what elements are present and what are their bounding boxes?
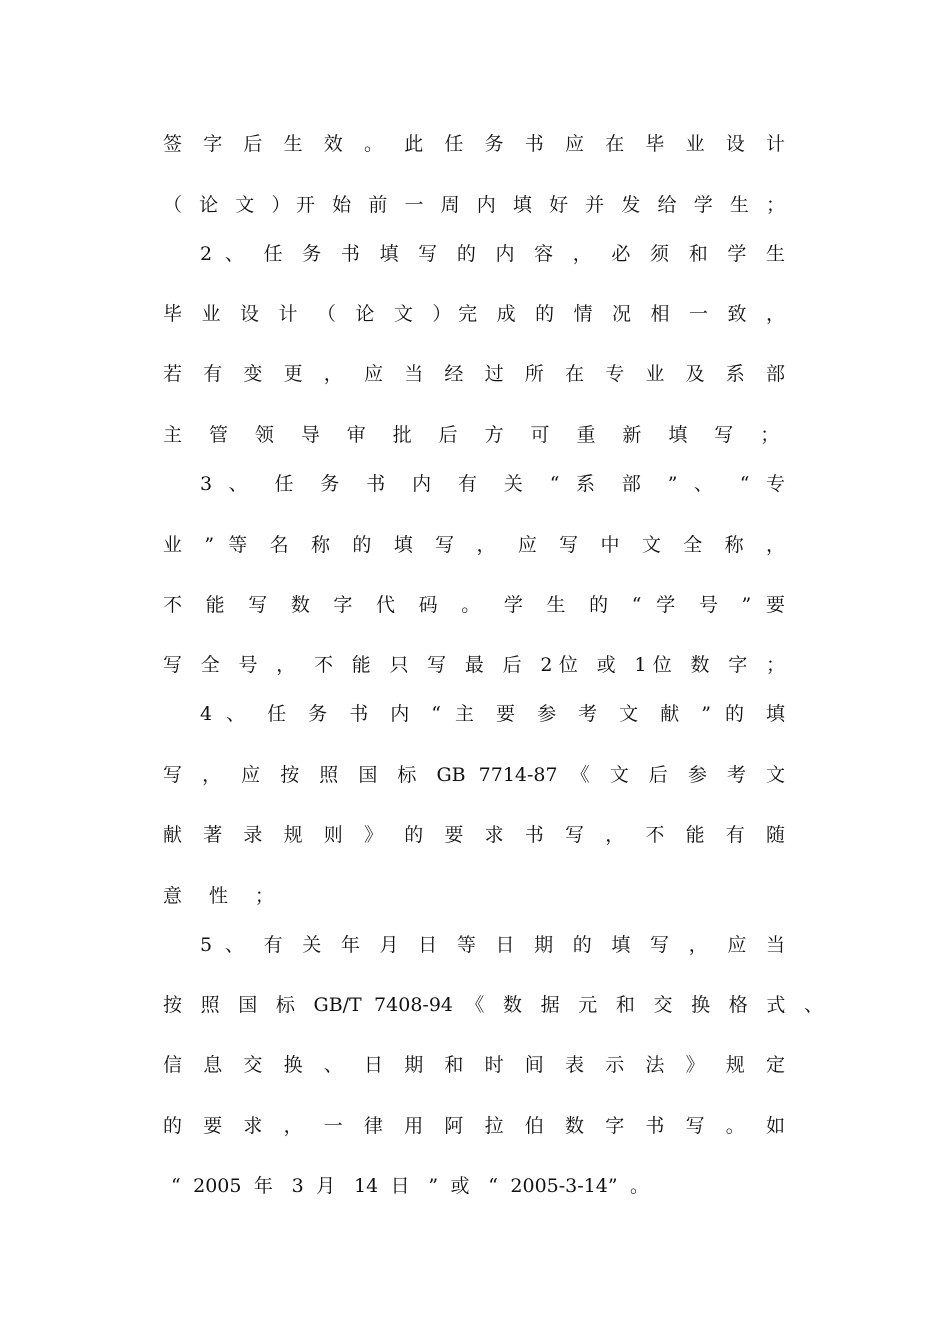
text-line-17: 信 息 交 换 、 日 期 和 时 间 表 示 法 》 规 定: [163, 1054, 785, 1076]
text-line-15: 5 、 有 关 年 月 日 等 日 期 的 填 写 ， 应 当: [200, 934, 785, 956]
text-line-19: “ 2005 年 3 月 14 日 ” 或 “ 2005-3-14” 。: [171, 1175, 649, 1197]
text-line-10: 写 全 号 ， 不 能 只 写 最 后 2位 或 1位 数 字 ；: [163, 654, 785, 676]
text-line-13: 献 著 录 规 则 》 的 要 求 书 写 ， 不 能 有 随: [163, 824, 785, 846]
text-line-18: 的 要 求 ， 一 律 用 阿 拉 伯 数 字 书 写 。 如: [163, 1115, 785, 1137]
text-line-12: 写 ， 应 按 照 国 标 GB 7714-87 《 文 后 参 考 文: [163, 764, 785, 786]
text-line-14: 意 性 ；: [163, 885, 285, 907]
text-line-11: 4 、 任 务 书 内 “ 主 要 参 考 文 献 ” 的 填: [200, 703, 785, 725]
text-line-1: 签 字 后 生 效 。 此 任 务 书 应 在 毕 业 设 计: [163, 133, 785, 155]
text-line-4: 毕 业 设 计 （ 论 文 ）完 成 的 情 况 相 一 致 ，: [163, 303, 785, 325]
text-line-16: 按 照 国 标 GB/T 7408-94 《 数 据 元 和 交 换 格 式 、: [163, 994, 823, 1016]
text-line-9: 不 能 写 数 字 代 码 。 学 生 的 “ 学 号 ” 要: [163, 594, 785, 616]
text-line-3: 2 、 任 务 书 填 写 的 内 容 ， 必 须 和 学 生: [200, 243, 785, 265]
text-line-5: 若 有 变 更 ， 应 当 经 过 所 在 专 业 及 系 部: [163, 363, 785, 385]
text-line-6: 主 管 领 导 审 批 后 方 可 重 新 填 写 ；: [163, 424, 790, 446]
text-line-8: 业 ” 等 名 称 的 填 写 ， 应 写 中 文 全 称 ，: [163, 534, 785, 556]
text-line-7: 3 、 任 务 书 内 有 关 “ 系 部 ” 、 “ 专: [200, 473, 785, 495]
text-line-2: （ 论 文 ）开 始 前 一 周 内 填 好 并 发 给 学 生 ；: [163, 194, 785, 216]
